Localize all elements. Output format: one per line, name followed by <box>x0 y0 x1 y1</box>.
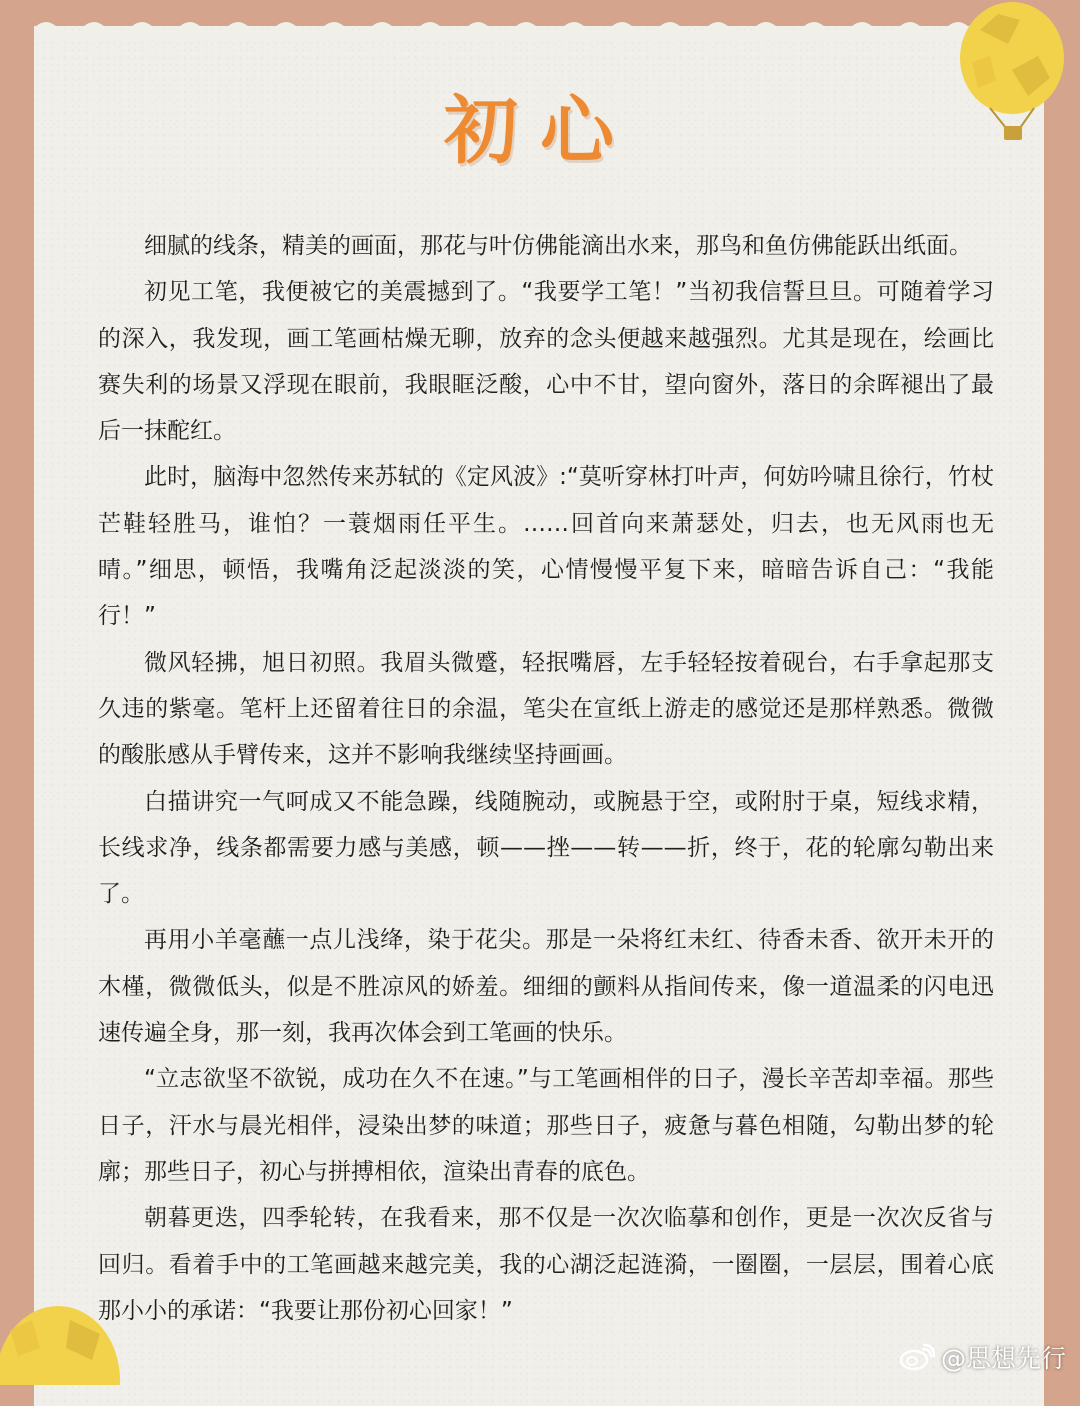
essay-body <box>98 223 994 1334</box>
paragraph: 此时，脑海中忽然传来苏轼的《定风波》:“莫听穿林打叶声，何妨吟啸且徐行，竹杖芒鞋轻胜马，谁怕？一蓑烟雨任平生。……回首向来萧瑟处，归去，也无风雨也无晴。”细思，顿悟，我嘴角泛起淡淡的笑，心情慢慢平复下来，暗暗告诉自己：“我能行！” <box>98 464 994 630</box>
weibo-icon <box>899 1343 935 1371</box>
watermark <box>899 1339 1066 1375</box>
page-title: 初心 <box>444 88 636 174</box>
watermark-text: @思想先行 <box>940 1344 1066 1373</box>
paragraph: 再用小羊毫蘸一点儿浅绛，染于花尖。那是一朵将红未红、待香未香、欲开未开的木槿，微微低头，似是不胜凉风的娇羞。细细的颤料从指间传来，像一道温柔的闪电迅速传遍全身，那一刻，我再次体会到工笔画的快乐。 <box>98 927 994 1047</box>
paragraph: 初见工笔，我便被它的美震撼到了。“我要学工笔！”当初我信誓旦旦。可随着学习的深入，我发现，画工笔画枯燥无聊，放弃的念头便越来越强烈。尤其是现在，绘画比赛失利的场景又浮现在眼前，我眼眶泛酸，心中不甘，望向窗外，落日的余晖褪出了最后一抹酡红。 <box>98 279 994 445</box>
paper-wavy-edge <box>34 14 1044 38</box>
paragraph: 朝暮更迭，四季轮转，在我看来，那不仅是一次次临摹和创作，更是一次次反省与回归。看着手中的工笔画越来越完美，我的心湖泛起涟漪，一圈圈，一层层，围着心底那小小的承诺：“我要让那份初心回家！” <box>98 1205 994 1324</box>
paragraph: “立志欲坚不欲锐，成功在久不在速。”与工笔画相伴的日子，漫长辛苦却幸福。那些日子，汗水与晨光相伴，浸染出梦的味道；那些日子，疲惫与暮色相随，勾勒出梦的轮廓；那些日子，初心与拼搏相依，渲染出青春的底色。 <box>98 1066 994 1185</box>
paragraph: 微风轻拂，旭日初照。我眉头微蹙，轻抿嘴唇，左手轻轻按着砚台，右手拿起那支久违的紫毫。笔杆上还留着往日的余温，笔尖在宣纸上游走的感觉还是那样熟悉。微微的酸胀感从手臂传来，这并不影响我继续坚持画画。 <box>98 649 994 769</box>
paragraph: 白描讲究一气呵成又不能急躁，线随腕动，或腕悬于空，或附肘于桌，短线求精，长线求净，线条都需要力感与美感，顿——挫——转——折，终于，花的轮廓勾勒出来了。 <box>98 788 994 908</box>
paragraph: 细腻的线条，精美的画面，那花与叶仿佛能滴出水来，那鸟和鱼仿佛能跃出纸面。 <box>144 233 972 259</box>
